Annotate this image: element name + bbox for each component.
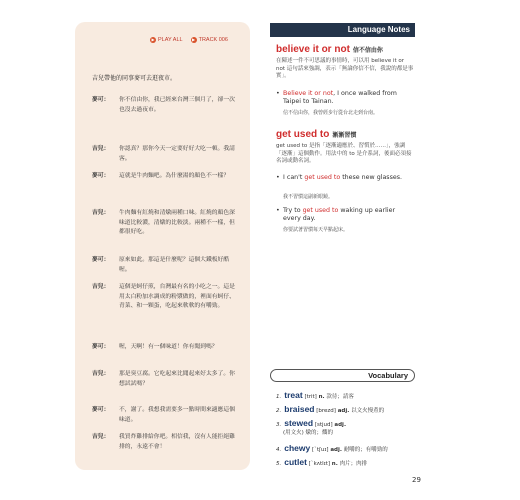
vocab-number: 4. bbox=[276, 447, 282, 453]
highlight-phrase: get used to bbox=[304, 174, 341, 181]
vocab-item bbox=[276, 419, 346, 437]
speaker: 吉兒： bbox=[92, 434, 110, 440]
utterance: 不，謝了。我想我需要多一點時間來適應這個味道。 bbox=[119, 407, 235, 423]
phrase-en: get used to bbox=[276, 129, 330, 140]
highlight-phrase: Believe it or not bbox=[283, 90, 334, 97]
phrase-zh: 漸漸習慣 bbox=[332, 133, 357, 139]
speaker: 麥可： bbox=[92, 97, 110, 103]
speaker: 吉兒： bbox=[92, 210, 110, 216]
track-button[interactable] bbox=[191, 37, 228, 43]
example-translation: 你要試著習慣每天早點起床。 bbox=[283, 227, 349, 233]
utterance: 你不信由你，我已經來台灣三個月了，卻一次也沒去過夜市。 bbox=[119, 97, 235, 113]
utterance: 你認真？那你今天一定要好好大吃一頓。我請客。 bbox=[119, 146, 235, 162]
vocab-item bbox=[276, 391, 354, 401]
example-text: these new glasses. bbox=[340, 174, 403, 181]
speaker: 吉兒： bbox=[92, 371, 110, 377]
vocab-word: stewed bbox=[284, 418, 314, 428]
vocab-pronunciation: [`kʌtlɪt] bbox=[308, 461, 331, 467]
dialogue-intro: 吉兒帶他的同事麥可去逛夜市。 bbox=[92, 75, 177, 82]
example-sentence: • I can't get used to these new glasses. bbox=[276, 174, 403, 181]
dialogue-line bbox=[92, 283, 237, 312]
page-number: 29 bbox=[412, 476, 421, 484]
phrase-zh: 信不信由你 bbox=[352, 48, 383, 54]
utterance: 我買炸雞排給你吧。相信我，沒有人能拒絕雞排的，永遠不會！ bbox=[119, 434, 235, 450]
vocab-item bbox=[276, 444, 388, 454]
example-sentence: • Believe it or not, I once walked from Taipei to Tainan. bbox=[276, 90, 397, 105]
utterance: 這就是牛肉麵吧。為什麼湯的顏色不一樣？ bbox=[119, 173, 230, 179]
phrase-explanation: get used to 是指「逐漸適應於、習慣於……」，強調「逐漸」這個動作。用法中的 to 是介系詞，後面必須接名詞或動名詞。 bbox=[276, 143, 412, 164]
play-all-button[interactable] bbox=[150, 37, 183, 43]
vocab-pronunciation: [brezd] bbox=[316, 408, 336, 414]
example-sentence: • Try to get used to waking up earlier every day. bbox=[276, 207, 396, 222]
language-notes-header: Language Notes bbox=[270, 23, 415, 37]
vocab-item bbox=[276, 458, 367, 468]
highlight-phrase: get used to bbox=[302, 207, 339, 214]
vocab-pronunciation: [`tʃuɪ] bbox=[312, 447, 329, 453]
example-translation: 我不習慣這副新眼鏡。 bbox=[283, 194, 334, 200]
vocab-pos: adj. bbox=[337, 408, 350, 414]
vocab-word: cutlet bbox=[284, 457, 307, 467]
play-icon: ▶ bbox=[151, 37, 155, 42]
play-icon: ▶ bbox=[192, 37, 196, 42]
phrase-en: believe it or not bbox=[276, 44, 350, 55]
dialogue-line bbox=[92, 343, 237, 353]
example-translation: 信不信由你，我曾經步行從台北走到台南。 bbox=[283, 110, 379, 116]
play-all-label: PLAY ALL bbox=[158, 37, 183, 43]
vocab-item bbox=[276, 405, 384, 415]
track-label: TRACK 006 bbox=[198, 37, 228, 43]
vocab-number: 5. bbox=[276, 461, 282, 467]
vocab-meaning: (用文火) 燉的；燜的 bbox=[283, 430, 334, 436]
dialogue-panel bbox=[75, 22, 250, 470]
vocab-word: chewy bbox=[284, 443, 311, 453]
phrase-title bbox=[276, 129, 356, 140]
vocab-pos: adj. bbox=[334, 422, 347, 428]
utterance: 喔，天啊！有一個味道！你有聞到嗎？ bbox=[119, 344, 218, 350]
vocabulary-header: Vocabulary bbox=[270, 369, 415, 382]
vocab-meaning: 肉片；肉排 bbox=[339, 461, 368, 467]
vocab-pronunciation: [stjud] bbox=[314, 422, 333, 428]
dialogue-line bbox=[92, 96, 237, 115]
utterance: 原來如此。那這是什麼呢？這個大鐵板好酷喔。 bbox=[119, 257, 230, 273]
phrase-title bbox=[276, 44, 383, 55]
example-text: , I once walked from Taipei to Tainan. bbox=[283, 90, 397, 105]
utterance: 那是臭豆腐。它吃起來比聞起來好太多了。你想試試嗎？ bbox=[119, 371, 235, 387]
dialogue-line bbox=[92, 209, 237, 238]
vocab-meaning: 款待；請客 bbox=[326, 394, 354, 400]
speaker: 麥可： bbox=[92, 173, 110, 179]
vocab-number: 2. bbox=[276, 408, 282, 414]
utterance: 牛肉麵有紅燒和清燉兩種口味。紅燒的顏色深味道比較濃，清燉的比較淡。兩種不一樣，但都很好吃。 bbox=[119, 210, 235, 235]
speaker: 麥可： bbox=[92, 257, 110, 263]
vocab-number: 3. bbox=[276, 422, 282, 428]
dialogue-line bbox=[92, 145, 237, 164]
example-text: I can't bbox=[283, 174, 305, 181]
vocab-pronunciation: [trit] bbox=[304, 394, 317, 400]
audio-controls bbox=[150, 37, 228, 43]
vocab-pos: adj. bbox=[330, 447, 342, 453]
vocab-word: braised bbox=[284, 404, 315, 414]
vocab-pos: n. bbox=[331, 461, 338, 467]
dialogue-line bbox=[92, 370, 237, 389]
dialogue-line bbox=[92, 406, 237, 425]
phrase-explanation: 在陳述一件不可思議的事情時，可以用 believe it or not 這句話來強調，表示「無論你信不信，我說的都是事實」。 bbox=[276, 58, 414, 79]
dialogue-line bbox=[92, 256, 237, 275]
vocab-pos: n. bbox=[318, 394, 325, 400]
vocab-meaning: 耐嚼的；有嚼勁的 bbox=[343, 447, 388, 453]
speaker: 吉兒： bbox=[92, 284, 110, 290]
speaker: 吉兒： bbox=[92, 146, 110, 152]
utterance: 這個是蚵仔煎，台灣最有名的小吃之一。這是用太白粉加水調成的粉漿做的，裡面有蚵仔、青菜、和一顆蛋，吃起來軟軟的有嚼勁。 bbox=[119, 284, 235, 309]
vocab-word: treat bbox=[284, 390, 303, 400]
vocab-number: 1. bbox=[276, 394, 282, 400]
vocab-meaning: 以文火慢煮的 bbox=[351, 408, 385, 414]
example-text: Try to bbox=[283, 207, 303, 214]
speaker: 麥可： bbox=[92, 407, 110, 413]
example-text: waking up earlier every day. bbox=[283, 207, 396, 222]
speaker: 麥可： bbox=[92, 344, 110, 350]
dialogue-line bbox=[92, 172, 237, 182]
dialogue-line bbox=[92, 433, 237, 452]
